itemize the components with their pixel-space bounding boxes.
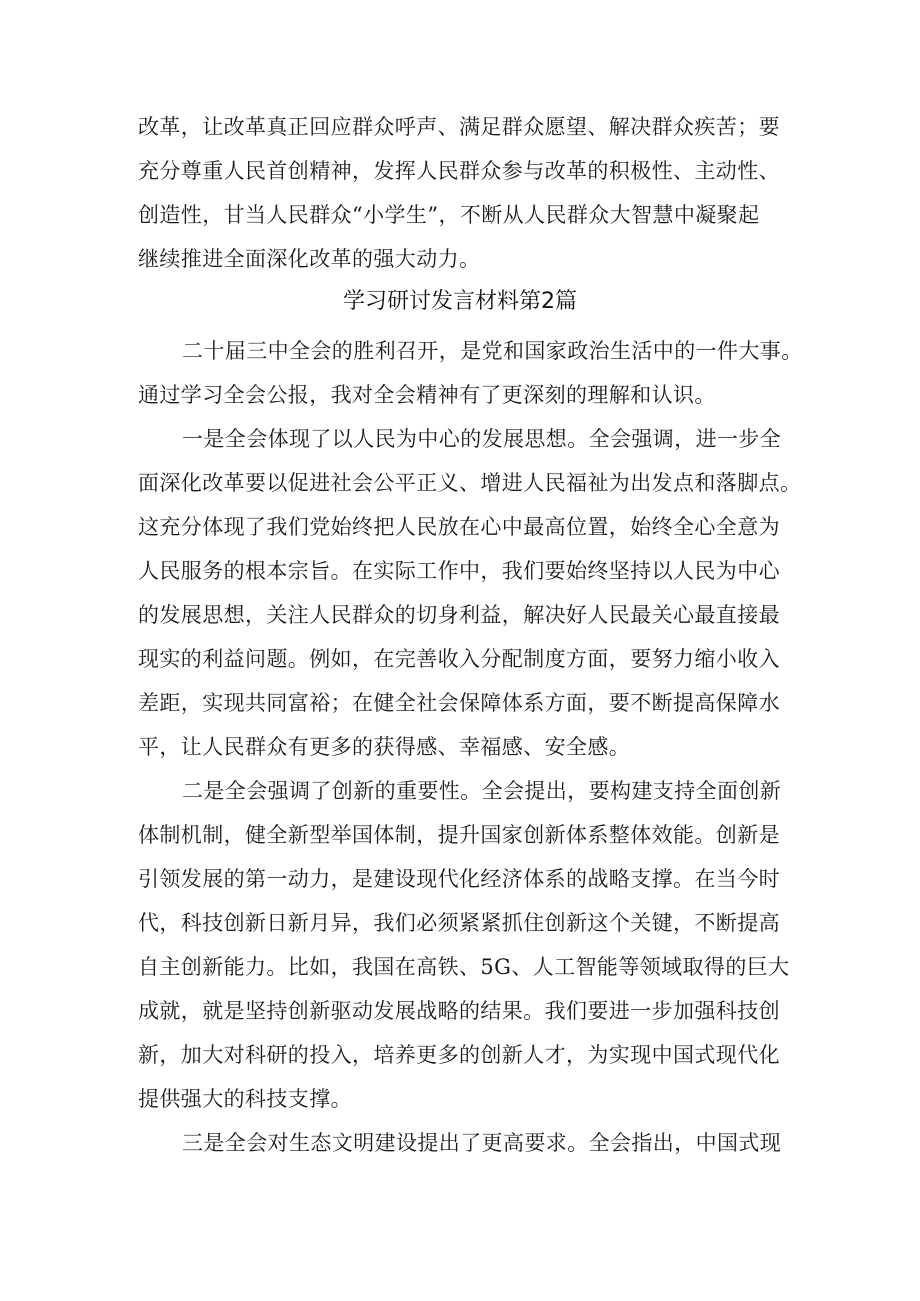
paragraph-line: 这充分体现了我们党始终把人民放在心中最高位置，始终全心全意为: [138, 515, 780, 539]
paragraph-line: 现实的利益问题。例如，在完善收入分配制度方面，要努力缩小收入: [138, 647, 780, 671]
section-title: 学习研讨发言材料第2篇: [343, 289, 577, 314]
continuation-line: 继续推进全面深化改革的强大动力。: [138, 247, 481, 271]
continuation-line: 创造性，甘当人民群众“小学生”，不断从人民群众大智慧中凝聚起: [138, 203, 760, 227]
paragraph-line: 二十届三中全会的胜利召开，是党和国家政治生活中的一件大事。: [182, 339, 803, 363]
paragraph-line: 的发展思想，关注人民群众的切身利益，解决好人民最关心最直接最: [138, 603, 780, 627]
paragraph-line: 通过学习全会公报，我对全会精神有了更深刻的理解和认识。: [138, 383, 716, 407]
paragraph-line: 引领发展的第一动力，是建设现代化经济体系的战略支撑。在当今时: [138, 867, 780, 891]
paragraph-line: 代，科技创新日新月异，我们必须紧紧抓住创新这个关键，不断提高: [138, 911, 780, 935]
paragraph-line: 自主创新能力。比如，我国在高铁、5G、人工智能等领域取得的巨大: [138, 955, 790, 979]
paragraph-line: 成就，就是坚持创新驱动发展战略的结果。我们要进一步加强科技创: [138, 999, 780, 1023]
paragraph-line: 提供强大的科技支撑。: [138, 1087, 352, 1111]
paragraph-line: 差距，实现共同富裕；在健全社会保障体系方面，要不断提高保障水: [138, 691, 780, 715]
paragraph-line: 新，加大对科研的投入，培养更多的创新人才，为实现中国式现代化: [138, 1043, 780, 1067]
paragraph-line: 面深化改革要以促进社会公平正义、增进人民福祉为出发点和落脚点。: [138, 471, 802, 495]
paragraph-line: 人民服务的根本宗旨。在实际工作中，我们要始终坚持以人民为中心: [138, 559, 780, 583]
paragraph-line: 二是全会强调了创新的重要性。全会提出，要构建支持全面创新: [182, 779, 782, 803]
paragraph-line: 一是全会体现了以人民为中心的发展思想。全会强调，进一步全: [182, 427, 782, 451]
paragraph-line: 平，让人民群众有更多的获得感、幸福感、安全感。: [138, 735, 631, 759]
continuation-line: 改革，让改革真正回应群众呼声、满足群众愿望、解决群众疾苦；要: [138, 115, 780, 139]
paragraph-line: 三是全会对生态文明建设提出了更高要求。全会指出，中国式现: [182, 1131, 782, 1155]
continuation-line: 充分尊重人民首创精神，发挥人民群众参与改革的积极性、主动性、: [138, 159, 780, 183]
paragraph-line: 体制机制，健全新型举国体制，提升国家创新体系整体效能。创新是: [138, 823, 780, 847]
